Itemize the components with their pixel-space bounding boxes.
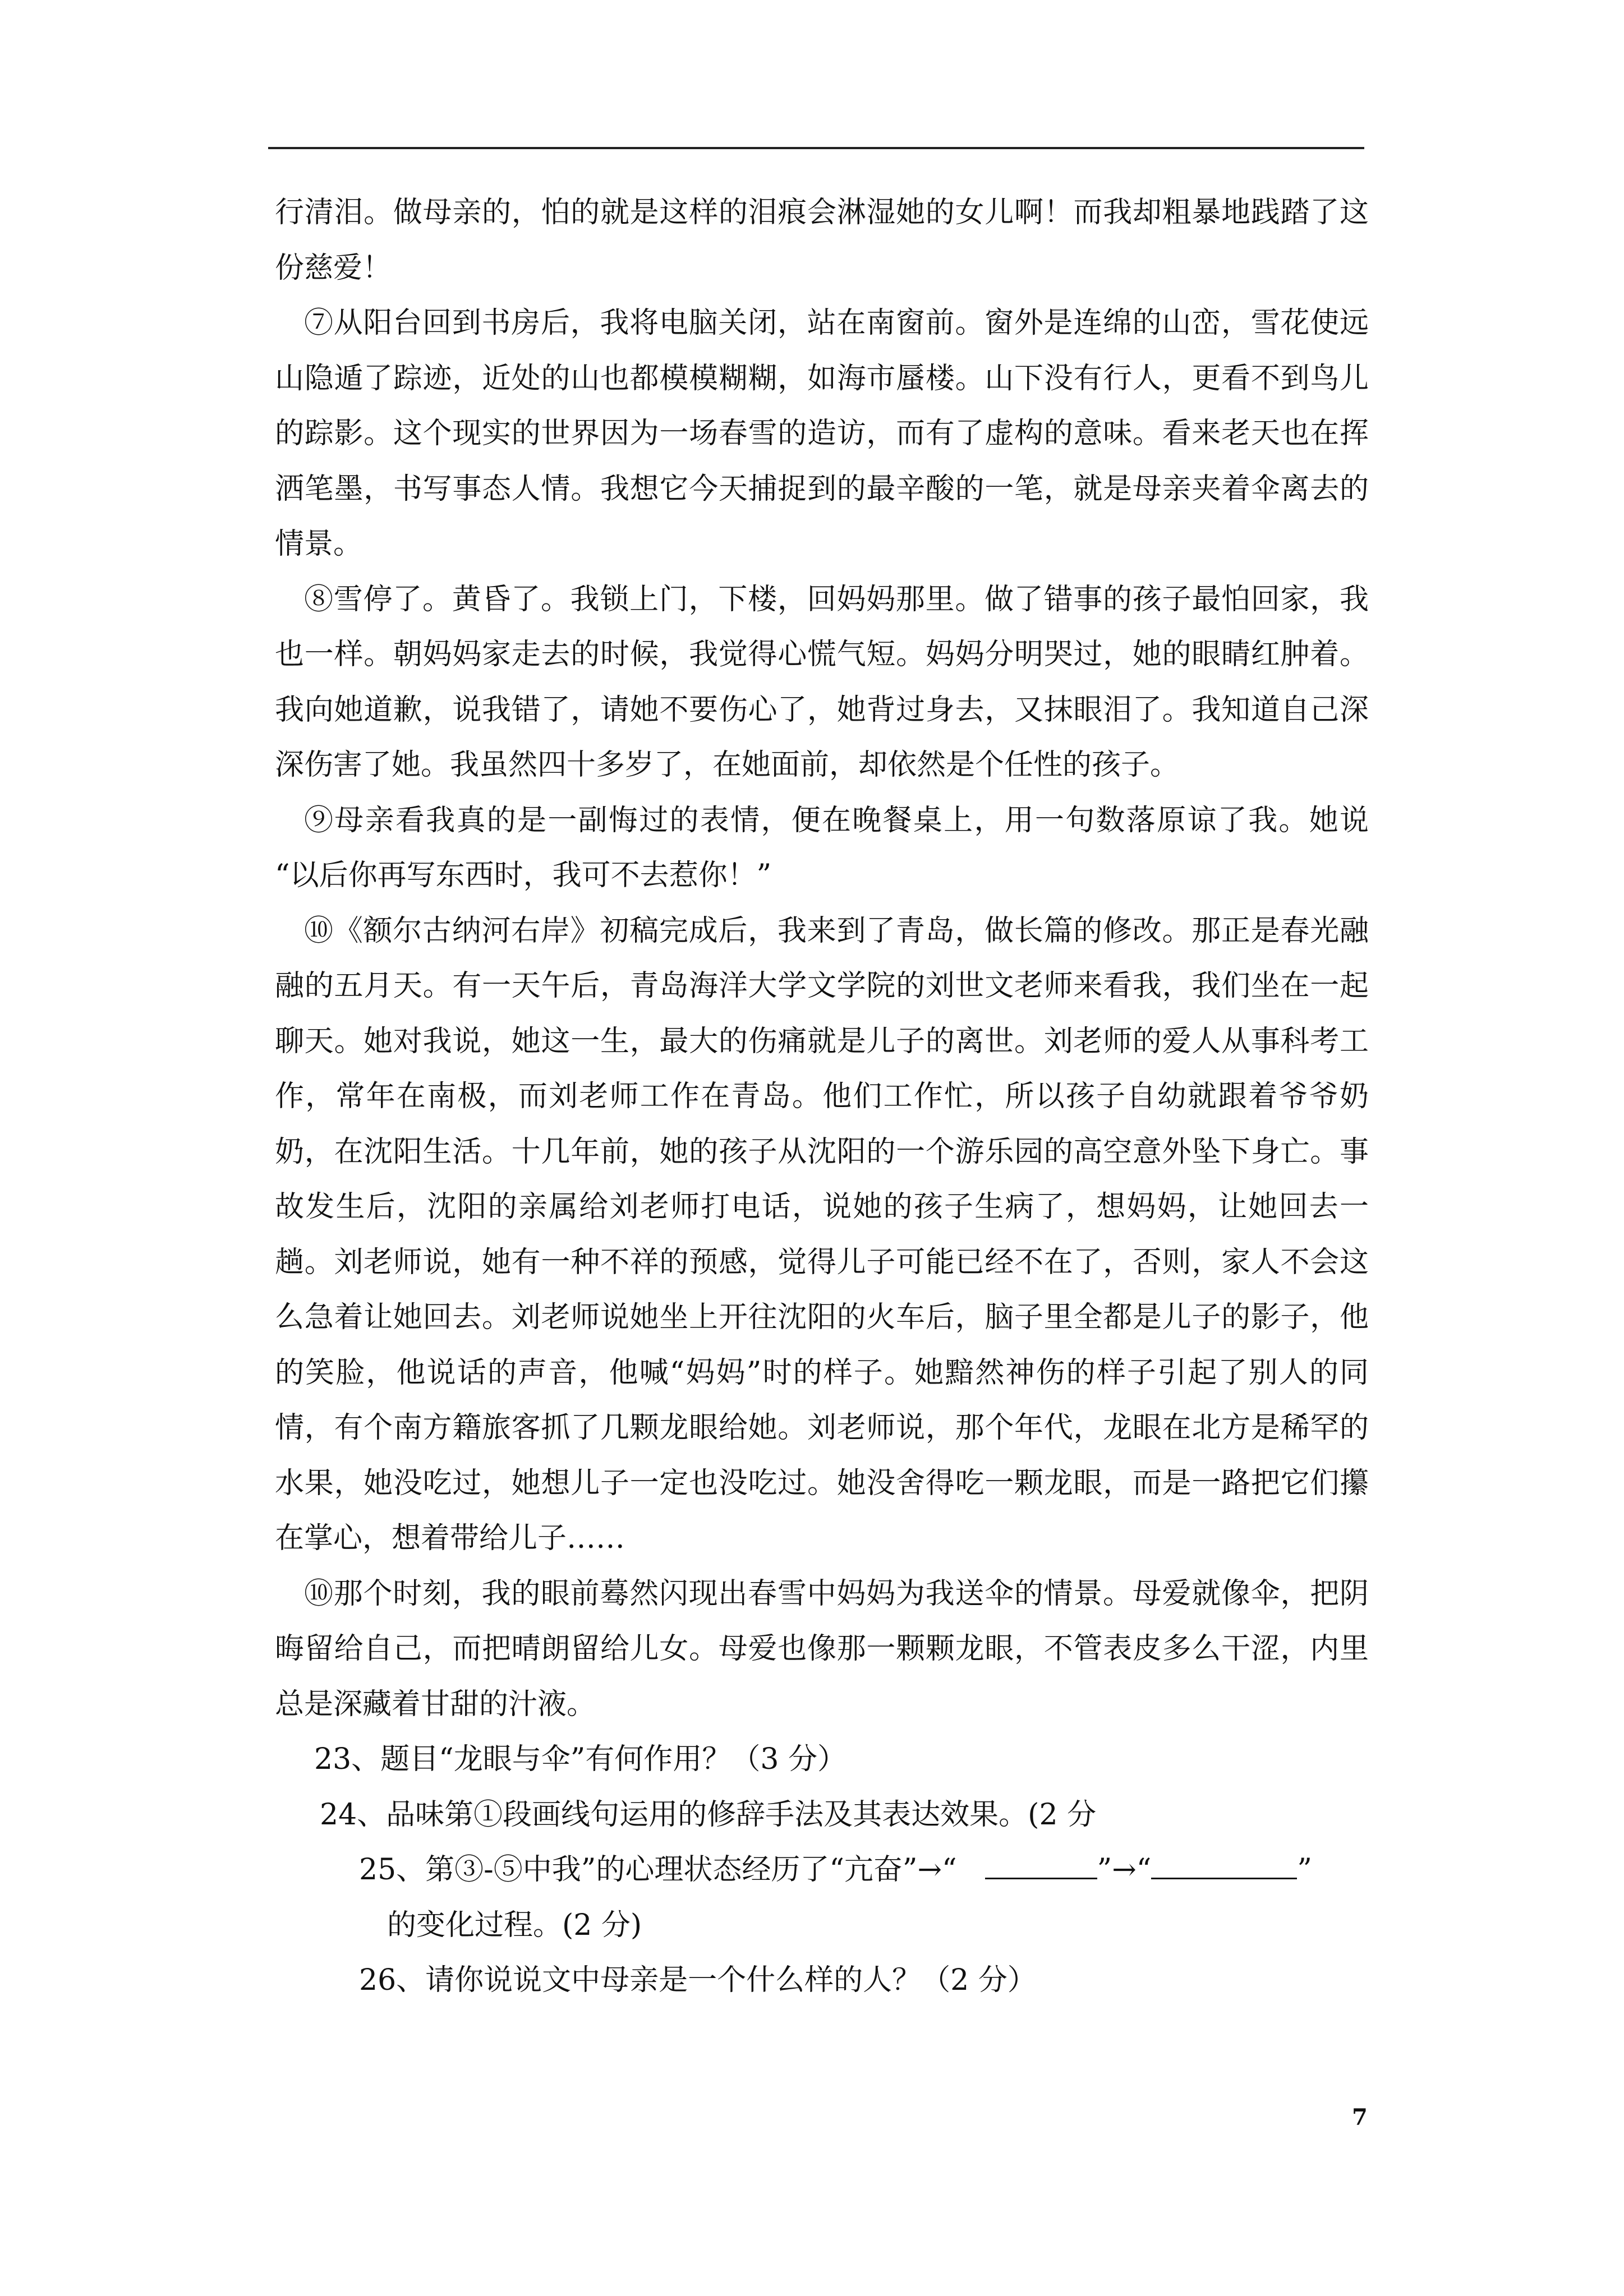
question-list	[275, 1732, 1369, 2008]
paragraph-8: ⑧雪停了。黄昏了。我锁上门，下楼，回妈妈那里。做了错事的孩子最怕回家，我也一样。朝妈妈家走去的时候，我觉得心慌气短。妈妈分明哭过，她的眼睛红肿着。我向她道歉，说我错了，请她不要伤心了，她背过身去，又抹眼泪了。我知道自己深深伤害了她。我虽然四十多岁了，在她面前，却依然是个任性的孩子。	[275, 582, 1369, 782]
question-23: 23、题目“龙眼与伞”有何作用？（3 分）	[314, 1742, 846, 1776]
question-25-close-quote: ”	[1297, 1853, 1312, 1887]
question-26: 26、请你说说文中母亲是一个什么样的人？（2 分）	[359, 1963, 1037, 1997]
answer-blank-2[interactable]	[1151, 1848, 1297, 1879]
paragraph-9: ⑨母亲看我真的是一副悔过的表情，便在晚餐桌上，用一句数落原谅了我。她说 “以后你再写东西时，我可不去惹你！”	[275, 803, 1369, 892]
question-25-continuation: 的变化过程。(2 分)	[387, 1908, 642, 1942]
paragraph-continuation: 行清泪。做母亲的，怕的就是这样的泪痕会淋湿她的女儿啊！而我却粗暴地践踏了这份慈爱！	[275, 196, 1369, 285]
header-rule	[268, 147, 1364, 149]
question-25-arrow: ”→“	[1097, 1853, 1152, 1887]
question-24: 24、品味第①段画线句运用的修辞手法及其表达效果。(2 分	[320, 1797, 1097, 1832]
paragraph-7: ⑦从阳台回到书房后，我将电脑关闭，站在南窗前。窗外是连绵的山峦，雪花使远山隐遁了踪迹，近处的山也都模模糊糊，如海市蜃楼。山下没有行人，更看不到鸟儿的踪影。这个现实的世界因为一场春雪的造访，而有了虚构的意味。看来老天也在挥洒笔墨，书写事态人情。我想它今天捕捉到的最辛酸的一笔，就是母亲夹着伞离去的情景。	[275, 306, 1369, 561]
paragraph-10: ⑩《额尔古纳河右岸》初稿完成后，我来到了青岛，做长篇的修改。那正是春光融融的五月天。有一天午后，青岛海洋大学文学院的刘世文老师来看我，我们坐在一起聊天。她对我说，她这一生，最大的伤痛就是儿子的离世。刘老师的爱人从事科考工作，常年在南极，而刘老师工作在青岛。他们工作忙，所以孩子自幼就跟着爷爷奶奶，在沈阳生活。十几年前，她的孩子从沈阳的一个游乐园的高空意外坠下身亡。事故发生后，沈阳的亲属给刘老师打电话，说她的孩子生病了，想妈妈，让她回去一趟。刘老师说，她有一种不祥的预感，觉得儿子可能已经不在了，否则，家人不会这么急着让她回去。刘老师说她坐上开往沈阳的火车后，脑子里全都是儿子的影子，他的笑脸，他说话的声音，他喊“妈妈”时的样子。她黯然神伤的样子引起了别人的同情，有个南方籍旅客抓了几颗龙眼给她。刘老师说，那个年代，龙眼在北方是稀罕的水果，她没吃过，她想儿子一定也没吃过。她没舍得吃一颗龙眼，而是一路把它们攥在掌心，想着带给儿子……	[275, 914, 1369, 1555]
paragraph-11: ⑩那个时刻，我的眼前蓦然闪现出春雪中妈妈为我送伞的情景。母爱就像伞，把阴晦留给自己，而把晴朗留给儿女。母爱也像那一颗颗龙眼，不管表皮多么干涩，内里总是深藏着甘甜的汁液。	[275, 1576, 1369, 1721]
document-body	[275, 185, 1369, 2008]
question-25-text: 25、第③-⑤中我”的心理状态经历了“亢奋”→“	[359, 1853, 957, 1887]
page-number: 7	[1352, 2104, 1368, 2131]
answer-blank-1[interactable]	[985, 1848, 1097, 1879]
question-25	[275, 1842, 1369, 1898]
